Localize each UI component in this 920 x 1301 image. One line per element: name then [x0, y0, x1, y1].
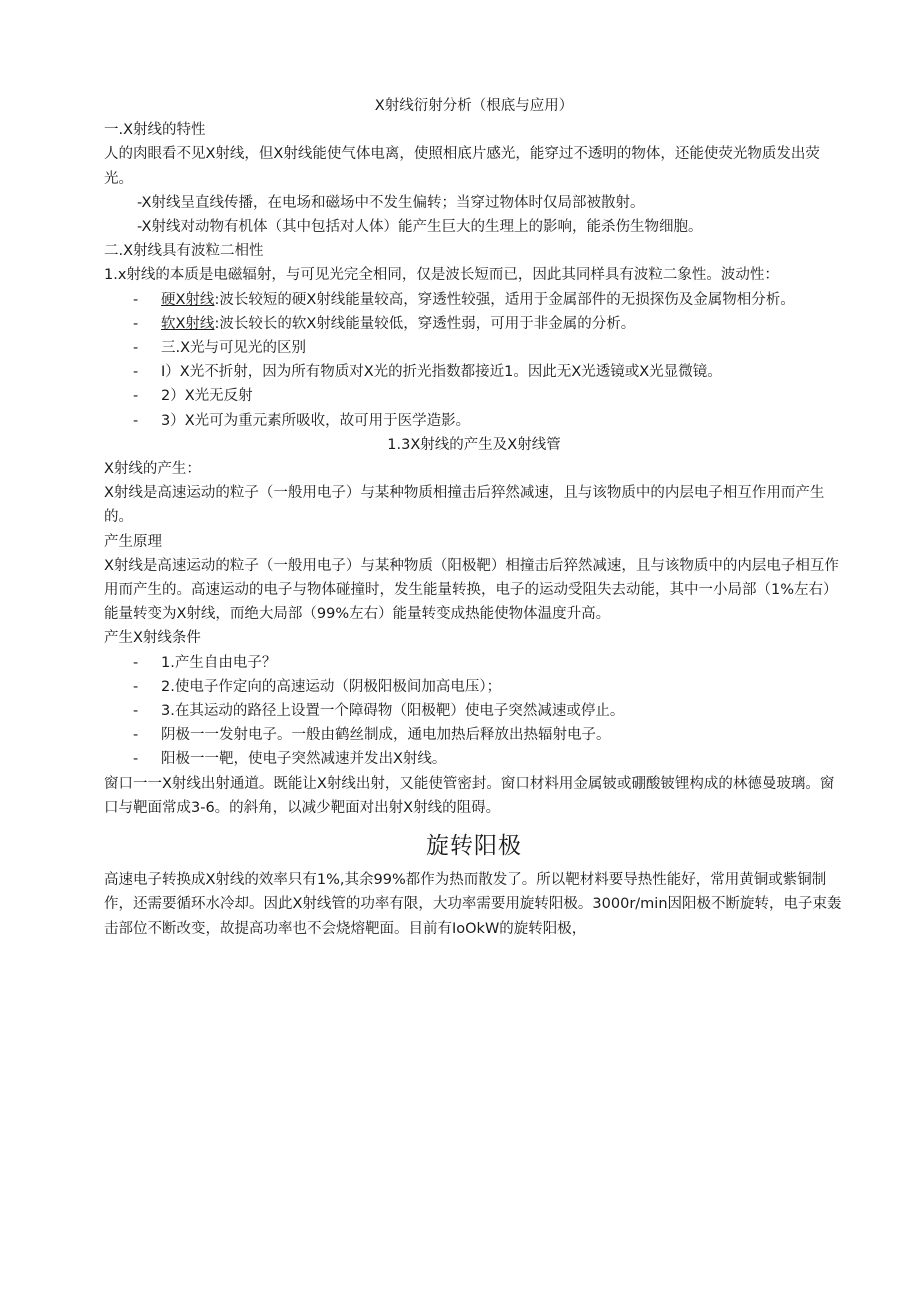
desc-soft-xray: :波长较长的软X射线能量较低，穿透性弱，可用于非金属的分析。 [214, 315, 636, 332]
list-item-difference [104, 336, 844, 360]
label-generation: X射线的产生： [104, 461, 201, 478]
section-heading-properties: 一.X射线的特性 [104, 122, 206, 139]
list-item-absorption [104, 409, 844, 433]
dash-marker: - [133, 364, 139, 381]
term-soft-xray: 软X射线 [161, 315, 215, 332]
dash-marker: - [133, 340, 139, 357]
paragraph-generation: X射线是高速运动的粒子（一般用电子）与某种物质相撞击后猝然减速，且与该物质中的内层电子相互作用而产生的。 [104, 485, 825, 526]
label-principle: 产生原理 [104, 533, 162, 550]
paragraph-properties: 人的肉眼看不见X射线，但X射线能使气体电离，使照相底片感光，能穿过不透明的物体，还能使荧光物质发出荧光。 [104, 146, 820, 187]
condition-text: 阴极一一发射电子。一般由鹤丝制成，通电加热后释放出热辐射电子。 [161, 727, 611, 744]
paragraph-essence: 1.x射线的本质是电磁辐射，与可见光完全相同，仅是波长短而已，因此其同样具有波粒二象性。波动性： [104, 267, 779, 284]
condition-text: 1.产生自由电子？ [161, 654, 277, 671]
term-hard-xray: 硬X射线 [161, 291, 215, 308]
desc-hard-xray: :波长较短的硬X射线能量较高，穿透性较强，适用于金属部件的无损探伤及金属物相分析。 [214, 291, 795, 308]
label-conditions: 产生X射线条件 [104, 630, 201, 647]
condition-text: 3.在其运动的路径上设置一个障碍物（阳极靶）使电子突然减速或停止。 [161, 703, 625, 720]
dash-marker: - [133, 654, 139, 671]
section-heading-duality: 二.X射线具有波粒二相性 [104, 243, 264, 260]
condition-item [104, 699, 844, 723]
list-item-no-refraction [104, 360, 844, 384]
list-item-text: I）X光不折射，因为所有物质对X光的折光指数都接近1。因此无X光透镜或X光显微镜。 [161, 364, 722, 381]
dash-marker: - [133, 727, 139, 744]
condition-text: 2.使电子作定向的高速运动（阴极阳极间加高电压）； [161, 678, 502, 695]
list-item-text: 三.X光与可见光的区别 [161, 340, 307, 357]
condition-item [104, 747, 844, 771]
dash-marker: - [133, 751, 139, 768]
dash-marker: - [133, 315, 139, 332]
dash-marker: - [133, 388, 139, 405]
paragraph-window: 窗口一一X射线出射通道。既能让X射线出射，又能使管密封。窗口材料用金属铍或硼酸铍锂构成的林德曼玻璃。窗口与靶面常成3-6。的斜角，以减少靶面对出射X射线的阻碍。 [104, 775, 835, 816]
condition-item [104, 675, 844, 699]
paragraph-principle: X射线是高速运动的粒子（一般用电子）与某种物质（阳极靶）相撞击后猝然减速，且与该物质中的内层电子相互作用而产生的。高速运动的电子与物体碰撞时，发生能量转换，电子的运动受阻失去动能，其中一小局部（1%左右）能量转变为X射线，而绝大局部（99%左右）能量转变成热能使物体温度升高。 [104, 557, 839, 623]
condition-item [104, 651, 844, 675]
dash-marker: - [133, 412, 139, 429]
list-item-no-reflection [104, 384, 844, 408]
document-title: X射线衍射分析（根底与应用） [374, 98, 574, 114]
dash-marker: - [133, 703, 139, 720]
list-item-text: 3）X光可为重元素所吸收，故可用于医学造影。 [161, 412, 471, 429]
point-straight-line: -X射线呈直线传播，在电场和磁场中不发生偏转；当穿过物体时仅局部被散射。 [137, 194, 645, 211]
list-item-text: 2）X光无反射 [161, 388, 253, 405]
list-item-soft-xray [104, 312, 844, 336]
point-biological-effect: -X射线对动物有机体（其中包括对人体）能产生巨大的生理上的影响，能杀伤生物细胞。 [137, 219, 703, 236]
condition-item [104, 723, 844, 747]
document-body [104, 94, 844, 941]
paragraph-rotating-anode: 高速电子转换成X射线的效率只有1%,其余99%都作为热而散发了。所以靶材料要导热性能好，常用黄铜或紫铜制作，还需要循环水冷却。因此X射线管的功率有限，大功率需要用旋转阳极。3000r/min因阳极不断旋转，电子束轰击部位不断改变，故提高功率也不会烧熔靶面。目前有IoOkW的旋转阳极， [104, 872, 842, 937]
section-heading-rotating-anode: 旋转阳极 [426, 833, 522, 860]
dash-marker: - [133, 291, 139, 308]
list-item-hard-xray [104, 288, 844, 312]
condition-text: 阳极一一靶，使电子突然减速并发出X射线。 [161, 751, 447, 768]
section-heading-generation: 1.3X射线的产生及X射线管 [387, 436, 561, 453]
dash-marker: - [133, 678, 139, 695]
